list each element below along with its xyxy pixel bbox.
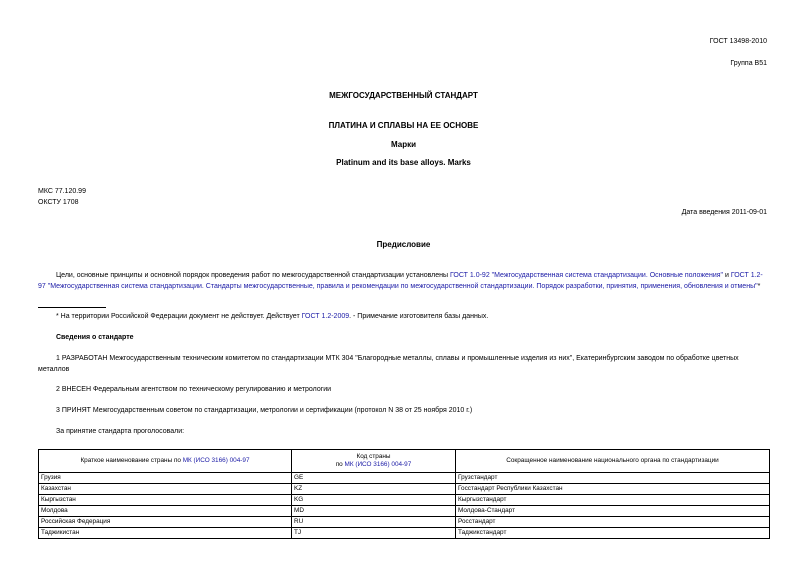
- intro-date: Дата введения 2011-09-01: [681, 209, 767, 216]
- footnote-text: . - Примечание изготовителя базы данных.: [349, 313, 489, 320]
- doc-title-en: Platinum and its base alloys. Marks: [336, 158, 471, 167]
- table-row: [39, 484, 770, 495]
- mk-iso-link[interactable]: МК (ИСО 3166) 004-97: [344, 461, 412, 468]
- cell-country: Грузия: [39, 473, 292, 484]
- cell-body: Грузстандарт: [456, 473, 770, 484]
- table-row: [39, 517, 770, 528]
- header-body: Сокращенное наименование национального органа по стандартизации: [456, 450, 770, 473]
- footnote: [38, 311, 770, 322]
- header-code: [292, 450, 456, 473]
- gost-1-2-2009-link[interactable]: ГОСТ 1.2-2009: [301, 313, 350, 320]
- table-row: [39, 495, 770, 506]
- doc-title: ПЛАТИНА И СПЛАВЫ НА ЕЕ ОСНОВЕ: [328, 121, 479, 130]
- header-text: по: [335, 461, 345, 468]
- gost-1-2-link[interactable]: ГОСТ 1.2-97 "Межгосударственная система стандартизации. Стандарты межгосударственные, правила и рекомендации по межгосударственной стандартизации. Порядок разработки, принятия, применения, обновления и отмены": [38, 272, 763, 290]
- cell-body: Кыргызстандарт: [456, 495, 770, 506]
- table-row: [39, 506, 770, 517]
- cell-code: KZ: [292, 484, 456, 495]
- cell-body: Росстандарт: [456, 517, 770, 528]
- item-developed: 1 РАЗРАБОТАН Межгосударственным техническим комитетом по стандартизации МТК 304 "Благородные металлы, сплавы и промышленные изделия из них", Екатеринбургским заводом по обработке цветных металлов: [38, 355, 739, 373]
- table-row: [39, 528, 770, 539]
- item-submitted: 2 ВНЕСЕН Федеральным агентством по техническому регулированию и метрологии: [56, 386, 332, 393]
- footnote-text: * На территории Российской Федерации документ не действует. Действует: [56, 313, 302, 320]
- cell-code: RU: [292, 517, 456, 528]
- vote-intro: За принятие стандарта проголосовали:: [56, 428, 185, 435]
- cell-country: Молдова: [39, 506, 292, 517]
- header-text: Код страны: [356, 453, 391, 460]
- doc-code: ГОСТ 13498-2010: [709, 38, 767, 45]
- header-text: Краткое наименование страны по: [80, 457, 183, 464]
- cell-code: GE: [292, 473, 456, 484]
- footnote-divider: [38, 307, 106, 308]
- footnote-marker: *: [757, 283, 761, 290]
- preface-text: Цели, основные принципы и основной порядок проведения работ по межгосударственной стандартизации установлены: [56, 272, 450, 279]
- cell-country: Российская Федерация: [39, 517, 292, 528]
- cell-body: Госстандарт Республики Казахстан: [456, 484, 770, 495]
- cell-country: Таджикистан: [39, 528, 292, 539]
- doc-group: Группа В51: [730, 60, 767, 67]
- doc-type-title: МЕЖГОСУДАРСТВЕННЫЙ СТАНДАРТ: [329, 91, 478, 100]
- mk-iso-link[interactable]: МК (ИСО 3166) 004-97: [182, 457, 250, 464]
- preface-heading: Предисловие: [376, 240, 431, 249]
- cell-body: Таджикстандарт: [456, 528, 770, 539]
- gost-1-0-link[interactable]: ГОСТ 1.0-92 "Межгосударственная система стандартизации. Основные положения": [449, 272, 723, 279]
- voting-table: [38, 449, 770, 539]
- doc-subtitle: Марки: [390, 140, 417, 149]
- cell-code: KG: [292, 495, 456, 506]
- table-row: [39, 473, 770, 484]
- cell-code: MD: [292, 506, 456, 517]
- preface-paragraph: [38, 270, 770, 292]
- cell-country: Кыргызстан: [39, 495, 292, 506]
- table-header-row: [39, 450, 770, 473]
- cell-code: TJ: [292, 528, 456, 539]
- item-adopted: 3 ПРИНЯТ Межгосударственным советом по стандартизации, метрологии и сертификации (протокол N 38 от 25 ноября 2010 г.): [56, 407, 473, 414]
- info-heading: Сведения о стандарте: [56, 334, 134, 341]
- cell-body: Молдова-Стандарт: [456, 506, 770, 517]
- header-country: [39, 450, 292, 473]
- cell-country: Казахстан: [39, 484, 292, 495]
- preface-text: и: [723, 272, 731, 279]
- okstu-code: ОКСТУ 1708: [38, 199, 79, 206]
- mks-code: МКС 77.120.99: [38, 188, 86, 195]
